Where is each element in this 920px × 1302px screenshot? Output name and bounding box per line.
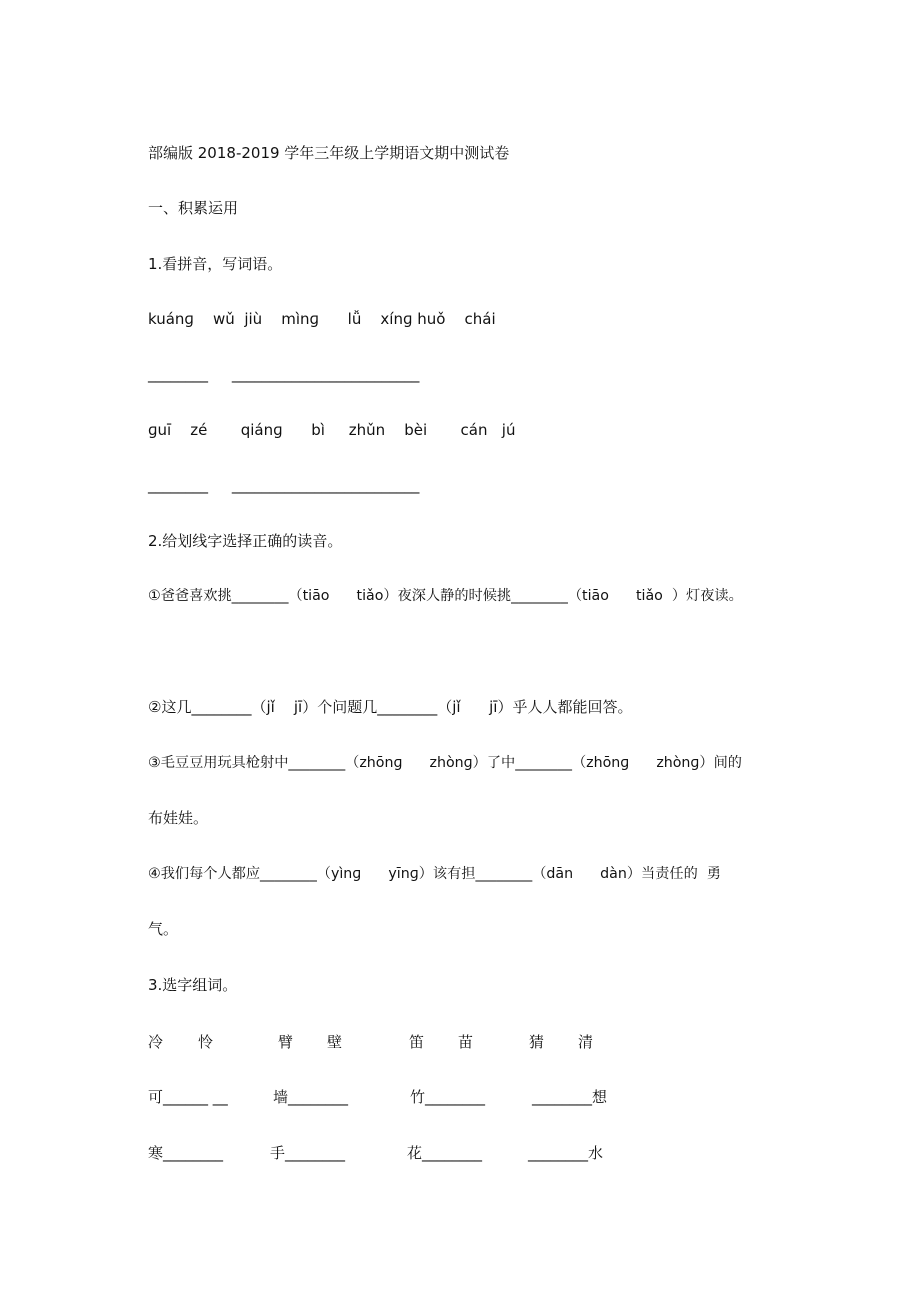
pinyin-row-2: ɡuī zé qiánɡ bì zhǔn bèi cán jú xyxy=(148,421,516,439)
pinyin-row-1: kuánɡ wǔ jiù mìnɡ lǚ xínɡ huǒ chái xyxy=(148,310,496,328)
section-heading: 一、积累运用 xyxy=(148,199,239,217)
question-2-item-3-continued: 布娃娃。 xyxy=(148,809,209,827)
choice-char: 清 xyxy=(578,1033,594,1051)
question-3-title: 3.选字组词。 xyxy=(148,976,238,994)
word-blank: 花________ xyxy=(407,1144,483,1162)
choice-char: 怜 xyxy=(198,1033,214,1051)
question-2-item-4-continued: 气。 xyxy=(148,920,179,938)
answer-blank-row-1: ________ _________________________ xyxy=(148,365,420,383)
choice-char: 臂 xyxy=(278,1033,294,1051)
question-2-title: 2.给划线字选择正确的读音。 xyxy=(148,532,343,550)
choice-char: 笛 xyxy=(409,1033,425,1051)
word-blank: ________想 xyxy=(532,1088,608,1106)
question-2-item-3: ③毛豆豆用玩具枪射中________（zhōnɡ zhònɡ）了中________（zhōnɡ zhònɡ）间的 xyxy=(148,755,742,771)
question-2-item-1: ①爸爸喜欢挑________（tiāo tiǎo）夜深人静的时候挑________（tiāo tiǎo ）灯夜读。 xyxy=(148,588,743,604)
choice-char: 冷 xyxy=(148,1033,164,1051)
choice-char: 壁 xyxy=(327,1033,343,1051)
document-title: 部编版 2018-2019 学年三年级上学期语文期中测试卷 xyxy=(148,144,510,162)
word-blank: 竹________ xyxy=(410,1088,486,1106)
word-blank: 可______ __ xyxy=(148,1088,228,1106)
choice-char: 猜 xyxy=(529,1033,545,1051)
word-blank: ________水 xyxy=(528,1144,604,1162)
question-2-item-4: ④我们每个人都应________（yìnɡ yīnɡ）该有担________（dān dàn）当责任的 勇 xyxy=(148,866,721,882)
choice-char: 苗 xyxy=(458,1033,474,1051)
word-blank: 手________ xyxy=(270,1144,346,1162)
word-blank: 墙________ xyxy=(273,1088,349,1106)
question-2-item-2: ②这几________（jǐ jī）个问题几________（jǐ jī）乎人人都能回答。 xyxy=(148,698,633,716)
word-blank: 寒________ xyxy=(148,1144,224,1162)
answer-blank-row-2: ________ _________________________ xyxy=(148,476,420,494)
question-1-title: 1.看拼音，写词语。 xyxy=(148,255,283,273)
